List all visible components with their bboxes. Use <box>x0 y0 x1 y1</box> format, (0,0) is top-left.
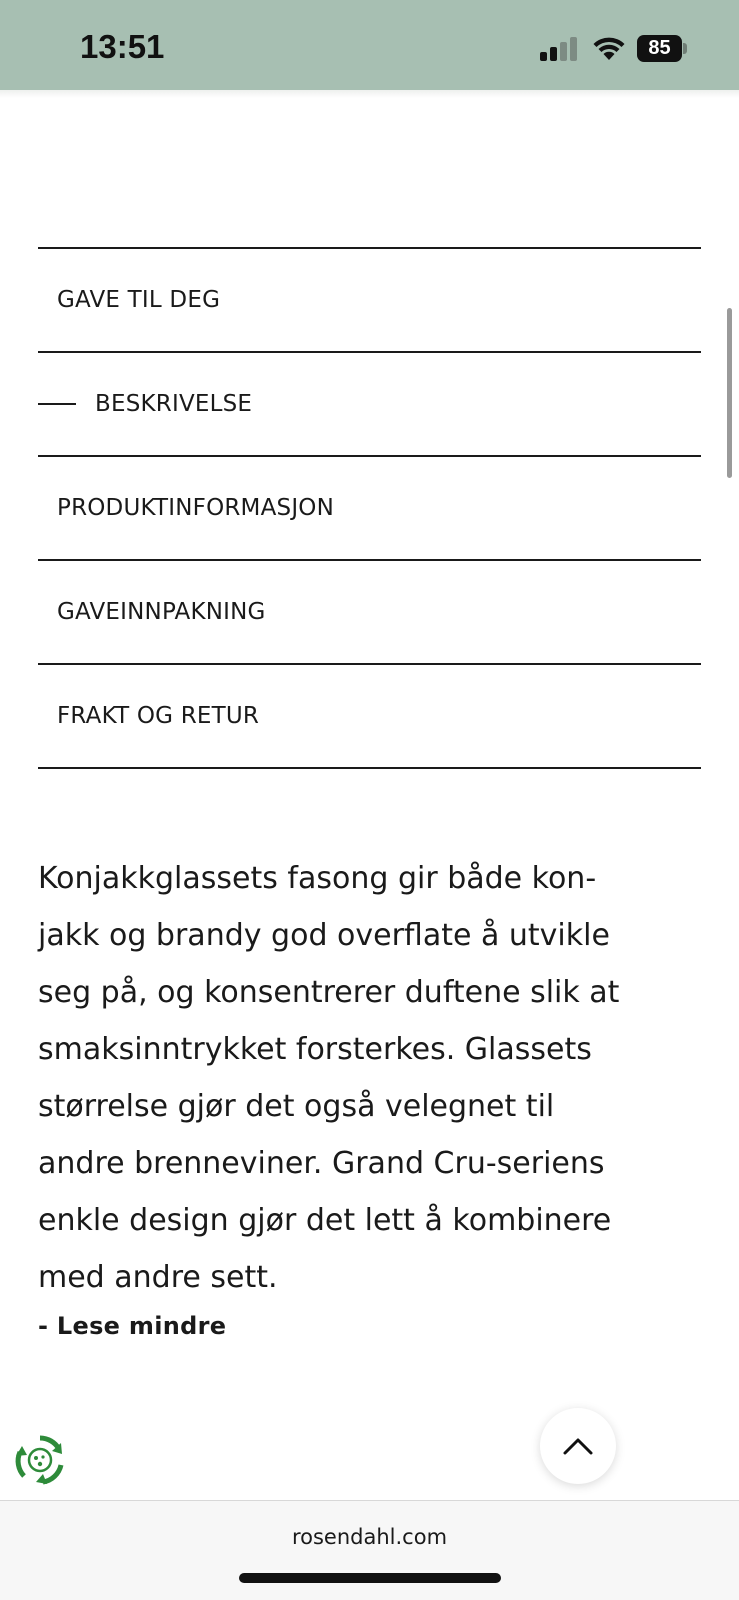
description-line: Konjakkglassets fasong gir både kon- <box>38 861 597 896</box>
description-line: smaksinntrykket forsterkes. Glassets <box>38 1032 592 1067</box>
description-line: andre brenneviner. Grand Cru-seriens <box>38 1146 605 1181</box>
url-text[interactable]: rosendahl.com <box>291 1525 448 1549</box>
product-accordion <box>38 247 701 769</box>
accordion-item-produktinformasjon[interactable] <box>38 455 701 559</box>
description-line: størrelse gjør det også velegnet til <box>38 1089 555 1124</box>
home-indicator[interactable] <box>239 1573 501 1583</box>
accordion-label: GAVE TIL DEG <box>57 287 221 313</box>
accordion-item-gaveinnpakning[interactable] <box>38 559 701 663</box>
wifi-icon <box>592 35 626 61</box>
accordion-label: BESKRIVELSE <box>95 391 253 417</box>
description-line: enkle design gjør det lett å kombinere <box>38 1203 612 1238</box>
status-bar <box>0 0 739 90</box>
product-description <box>38 850 708 1306</box>
accordion-item-beskrivelse[interactable] <box>38 351 701 455</box>
accordion-label: GAVEINNPAKNING <box>57 599 266 625</box>
page-scrollbar[interactable] <box>727 308 732 478</box>
header-shadow <box>0 90 739 98</box>
battery-level: 85 <box>648 37 671 59</box>
description-line: seg på, og konsentrerer duftene slik at <box>38 975 620 1010</box>
status-time: 13:51 <box>80 28 165 65</box>
accordion-label: FRAKT OG RETUR <box>57 703 260 729</box>
accordion-label: PRODUKTINFORMASJON <box>57 495 335 521</box>
collapse-dash-icon <box>38 403 76 405</box>
recycle-badge-icon[interactable] <box>14 1434 66 1486</box>
chevron-up-icon <box>562 1436 594 1456</box>
scroll-to-top-button[interactable] <box>540 1408 616 1484</box>
accordion-item-gave-til-deg[interactable] <box>38 247 701 351</box>
battery-indicator <box>637 35 682 62</box>
accordion-item-frakt-og-retur[interactable] <box>38 663 701 769</box>
browser-address-bar[interactable] <box>0 1500 739 1600</box>
cellular-signal-icon <box>540 37 578 61</box>
description-line: jakk og brandy god overflate å utvikle <box>38 918 610 953</box>
description-line: med andre sett. <box>38 1260 278 1295</box>
battery-tip <box>683 43 687 54</box>
read-less-link[interactable]: - Lese mindre <box>38 1312 227 1340</box>
